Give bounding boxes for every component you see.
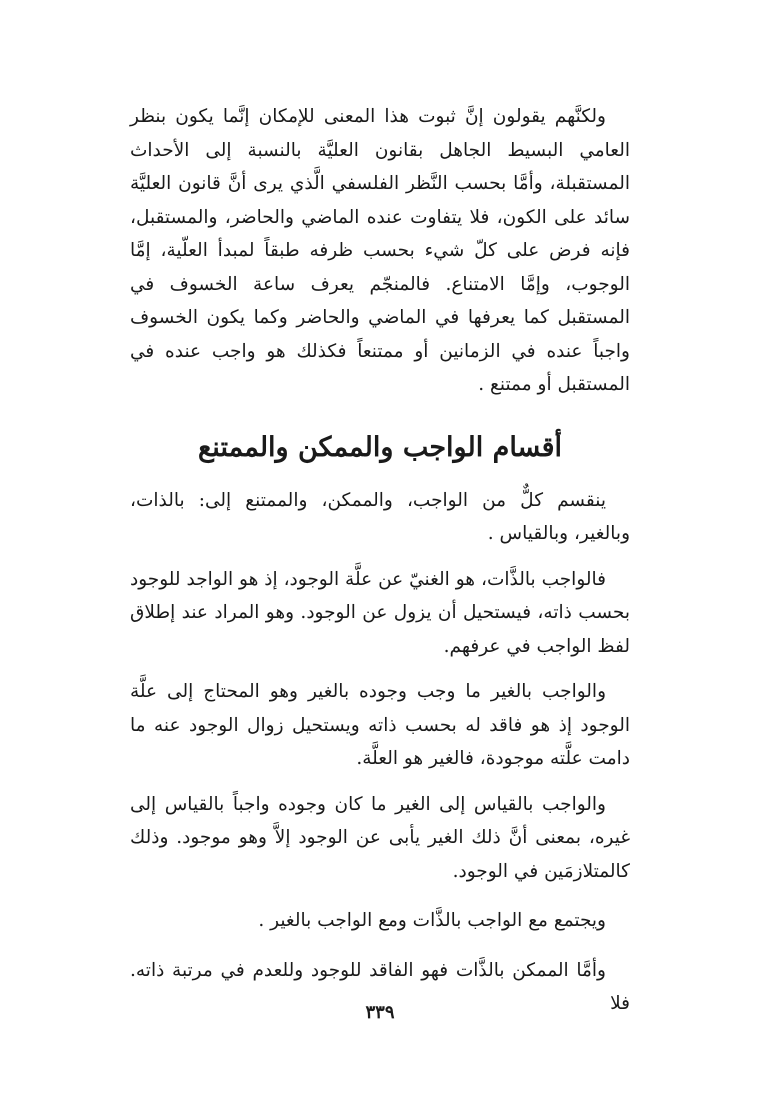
- paragraph-division: ينقسم كلٌّ من الواجب، والممكن، والممتنع إلى: بالذات، وبالغير، وبالقياس .: [130, 489, 630, 544]
- paragraph-necessary-by-other: والواجب بالغير ما وجب وجوده بالغير وهو المحتاج إلى علَّة الوجود إذ هو فاقد له بحسب ذاته ويستحيل زوال الوجود عنه ما دامت علَّته موجودة، فالغير هو العلَّة.: [130, 681, 630, 769]
- paragraph-necessary-by-relation: والواجب بالقياس إلى الغير ما كان وجوده واجباً بالقياس إلى غيره، بمعنى أنَّ ذلك الغير يأبى عن الوجود إلاَّ وهو موجود. وذلك كالمتلازمَين في الوجود.: [130, 793, 630, 882]
- paragraph-possibility-view: ولكنَّهم يقولون إنَّ ثبوت هذا المعنى للإمكان إنَّما يكون بنظر العامي البسيط الجاهل بقانون العليَّة بالنسبة إلى الأحداث المستقبلة، وأمَّا بحسب النَّظر الفلسفي الَّذي يرى أنَّ قانون العليَّة سائد على الكون، فلا يتفاوت عنده الماضي والحاضر، والمستقبل، فإنه فرض على كلّ شيء بحسب ظرفه طبقاً لمبدأ العلّية، إمَّا الوجوب، وإمَّا الامتناع. فالمنجّم يعرف ساعة الخسوف في المستقبل كما يعرفها في الماضي والحاضر وكما يكون الخسوف واجباً عنده في الزمانين أو ممتنعاً فكذلك هو واجب عنده في المستقبل أو ممتنع .: [130, 106, 630, 395]
- page-body: [130, 100, 630, 1021]
- paragraph-contingent-by-essence: وأمَّا الممكن بالذَّات فهو الفاقد للوجود وللعدم في مرتبة ذاته. فلا: [130, 959, 630, 1014]
- section-heading: أقسام الواجب والممكن والممتنع: [197, 431, 563, 463]
- paragraph-necessary-by-essence: فالواجب بالذَّات، هو الغنيّ عن علَّة الوجود، إذ هو الواجد للوجود بحسب ذاته، فيستحيل أن يزول عن الوجود. وهو المراد عند إطلاق لفظ الواجب في عرفهم.: [130, 568, 630, 657]
- paragraph-combination: ويجتمع مع الواجب بالذَّات ومع الواجب بالغير .: [258, 910, 606, 931]
- page-number: ٣٣٩: [365, 1002, 395, 1023]
